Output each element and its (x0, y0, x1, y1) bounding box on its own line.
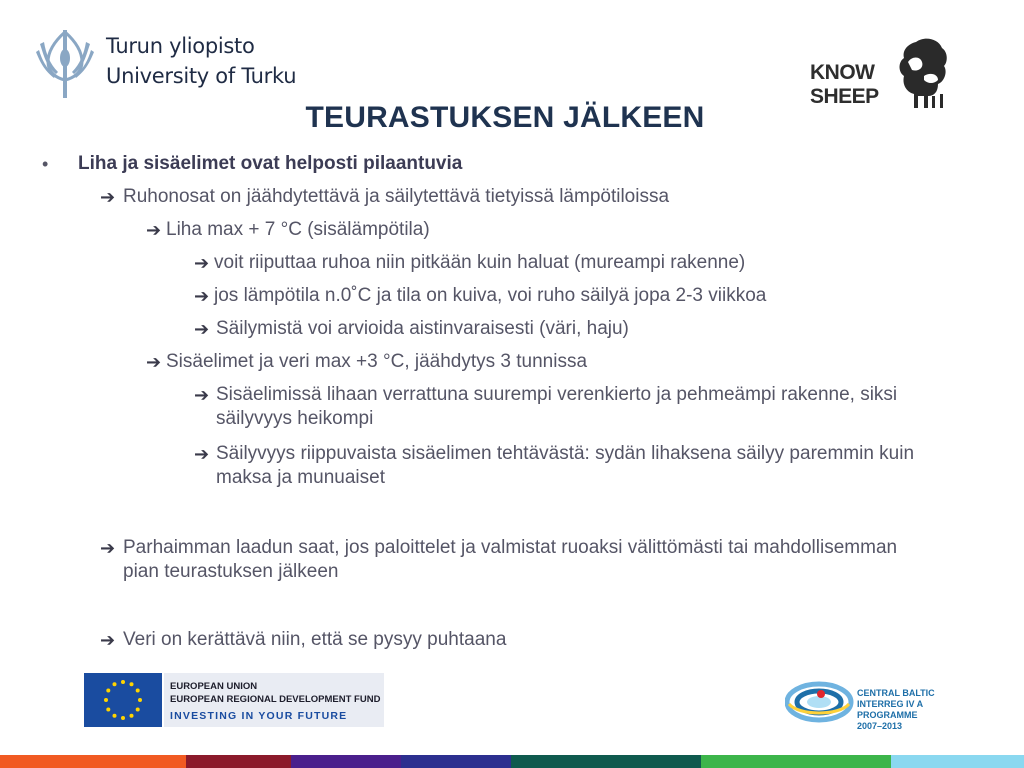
arrow-icon: ➔ (194, 253, 210, 273)
arrow-icon: ➔ (194, 385, 210, 405)
central-baltic-emblem-icon (785, 680, 855, 724)
list-item-1-2-1: Sisäelimissä lihaan verrattuna suurempi verenkierto ja pehmeämpi rakenne, siksi säilyvyys heikompi (216, 384, 898, 429)
list-item-1-2-2: Säilyvyys riippuvaista sisäelimen tehtävästä: sydän lihaksena säilyy paremmin kuin maksa ja munuaiset (216, 443, 915, 488)
list-item-1: Ruhonosat on jäähdytettävä ja säilytettävä tietyissä lämpötiloissa (123, 186, 670, 207)
bullet-main: Liha ja sisäelimet ovat helposti pilaantuvia (78, 153, 463, 174)
arrow-icon: ➔ (194, 319, 210, 339)
arrow-icon: ➔ (146, 352, 162, 372)
eu-fund-label: EUROPEAN REGIONAL DEVELOPMENT FUND (170, 694, 381, 705)
knowsheep-word-sheep: SHEEP (810, 85, 879, 108)
list-item-2: Parhaimman laadun saat, jos paloittelet ja valmistat ruoaksi välittömästi tai mahdollisemman pian teurastuksen jälkeen (123, 537, 898, 582)
eu-union-label: EUROPEAN UNION (170, 681, 258, 692)
university-emblem-icon (34, 28, 96, 100)
university-name-fi: Turun yliopisto (106, 34, 255, 58)
list-item-1-1-2: jos lämpötila n.0˚C ja tila on kuiva, voi ruho säilyä jopa 2-3 viikkoa (214, 285, 767, 306)
strip-segment (0, 755, 186, 768)
list-item-3: Veri on kerättävä niin, että se pysyy puhtaana (123, 629, 507, 650)
strip-segment (186, 755, 291, 768)
list-item-1-1-3: Säilymistä voi arvioida aistinvaraisesti (väri, haju) (216, 318, 629, 339)
bullet-dot: • (42, 154, 49, 174)
list-item-1-2: Sisäelimet ja veri max +3 °C, jäähdytys 3 tunnissa (166, 351, 588, 372)
arrow-icon: ➔ (194, 444, 210, 464)
cb-label-line1: CENTRAL BALTIC (857, 688, 935, 698)
eu-flag-icon (84, 673, 162, 727)
strip-segment (701, 755, 891, 768)
university-name-en: University of Turku (106, 64, 297, 88)
eu-text-box (164, 673, 384, 727)
strip-segment (401, 755, 511, 768)
slide-title: TEURASTUKSEN JÄLKEEN (305, 101, 705, 134)
eu-fund-logo (84, 673, 384, 727)
strip-segment (891, 755, 1024, 768)
arrow-icon: ➔ (100, 630, 116, 650)
knowsheep-word-know: KNOW (810, 61, 875, 84)
university-logo (34, 28, 297, 102)
list-item-1-1-1: voit riiputtaa ruhoa niin pitkään kuin haluat (mureampi rakenne) (214, 252, 746, 273)
strip-segment (511, 755, 701, 768)
cb-label-line3: PROGRAMME (857, 710, 918, 720)
arrow-icon: ➔ (100, 187, 116, 207)
cb-label-line2: INTERREG IV A (857, 699, 924, 709)
cb-label-line4: 2007–2013 (857, 721, 903, 731)
arrow-icon: ➔ (194, 286, 210, 306)
footer-color-strip (0, 755, 1024, 768)
strip-segment (291, 755, 401, 768)
eu-invest-label: INVESTING IN YOUR FUTURE (170, 710, 348, 722)
list-item-1-1: Liha max + 7 °C (sisälämpötila) (166, 219, 430, 240)
arrow-icon: ➔ (146, 220, 162, 240)
central-baltic-logo (785, 680, 955, 740)
arrow-icon: ➔ (100, 538, 116, 558)
